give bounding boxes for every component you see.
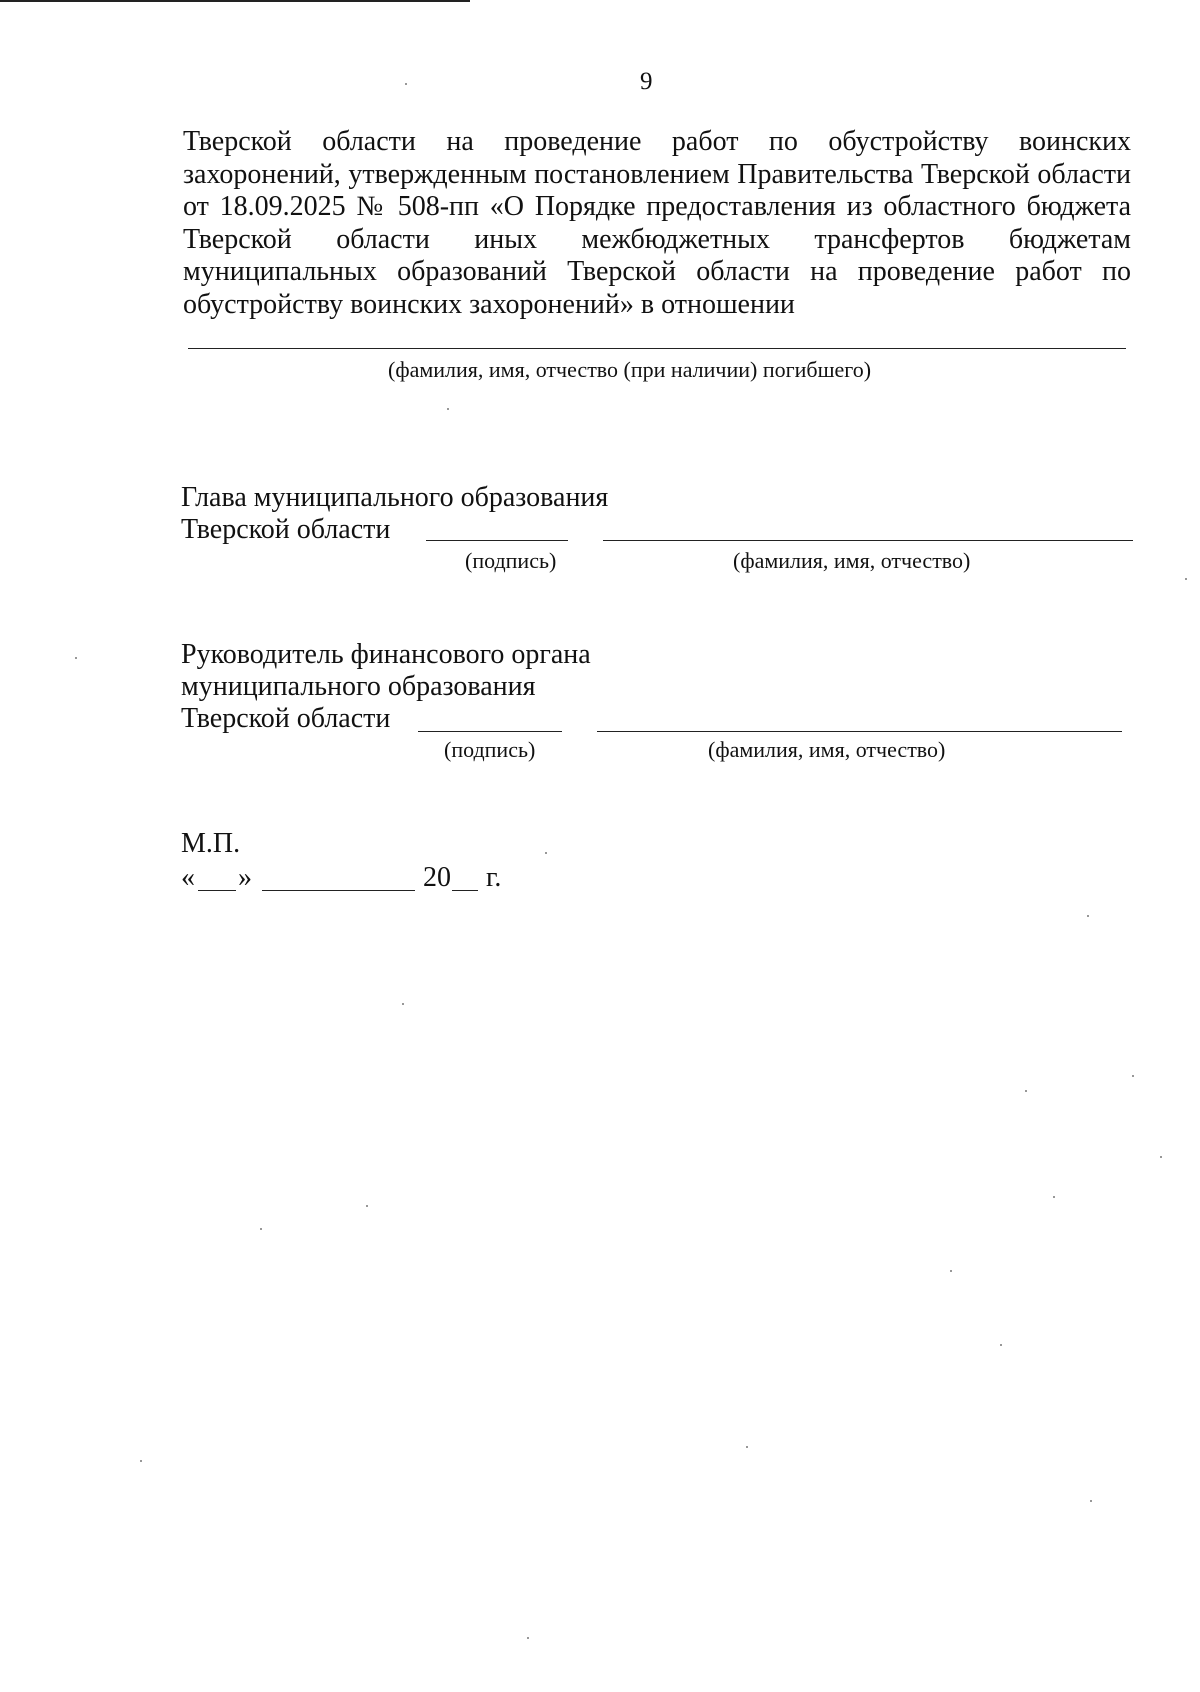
scan-edge-rule xyxy=(0,0,470,2)
scan-speck xyxy=(140,1460,142,1462)
finance-title-line2: муниципального образования xyxy=(181,671,536,702)
head-title-line1: Глава муниципального образования xyxy=(181,482,609,513)
date-open-quote: « xyxy=(181,862,195,893)
deceased-name-caption: (фамилия, имя, отчество (при наличии) погибшего) xyxy=(388,357,872,382)
scan-speck xyxy=(402,1003,404,1005)
scan-speck xyxy=(366,1205,368,1207)
finance-name-caption: (фамилия, имя, отчество) xyxy=(708,737,946,762)
scan-speck xyxy=(950,1270,952,1272)
finance-signature-caption: (подпись) xyxy=(444,737,536,762)
intro-paragraph: Тверской области на проведение работ по обустройству воинских захоронений, утвержденным постановлением Правительства Тверской области от 18.09.2025 № 508-пп «О Порядке предоставления из областного бюджета Тверской области иных межбюджетных трансфертов бюджетам муниципальных образований Тверской области на проведение работ по обустройству воинских захоронений» в отношении xyxy=(183,126,1131,320)
scan-speck xyxy=(746,1446,748,1448)
scan-speck xyxy=(527,1637,529,1639)
head-name-line xyxy=(603,540,1133,541)
head-signature-caption: (подпись) xyxy=(465,548,557,573)
stamp-label: М.П. xyxy=(181,828,241,859)
head-signature-line xyxy=(426,540,568,541)
finance-signature-line xyxy=(418,731,562,732)
head-title-line2: Тверской области xyxy=(181,514,391,545)
date-close-quote: » xyxy=(238,862,252,893)
date-year-prefix: 20 xyxy=(423,862,451,893)
scan-speck xyxy=(1090,1500,1092,1502)
page-number: 9 xyxy=(640,68,653,95)
date-day-line xyxy=(198,890,236,891)
scan-speck xyxy=(1160,1156,1162,1158)
scan-speck xyxy=(1000,1344,1002,1346)
finance-title-line3: Тверской области xyxy=(181,703,391,734)
head-name-caption: (фамилия, имя, отчество) xyxy=(733,548,971,573)
scan-speck xyxy=(260,1228,262,1230)
scan-speck xyxy=(1025,1090,1027,1092)
finance-name-line xyxy=(597,731,1122,732)
finance-title-line1: Руководитель финансового органа xyxy=(181,639,591,670)
scan-speck xyxy=(75,657,77,659)
date-year-suffix: г. xyxy=(486,862,502,893)
scan-speck xyxy=(1132,1075,1134,1077)
deceased-name-line xyxy=(188,348,1126,349)
scan-speck xyxy=(405,83,407,85)
scan-speck xyxy=(1185,578,1187,580)
scan-speck xyxy=(1087,915,1089,917)
date-month-line xyxy=(262,890,415,891)
scan-speck xyxy=(447,408,449,410)
date-year-line xyxy=(452,890,478,891)
scan-speck xyxy=(1053,1196,1055,1198)
scan-speck xyxy=(545,852,547,854)
